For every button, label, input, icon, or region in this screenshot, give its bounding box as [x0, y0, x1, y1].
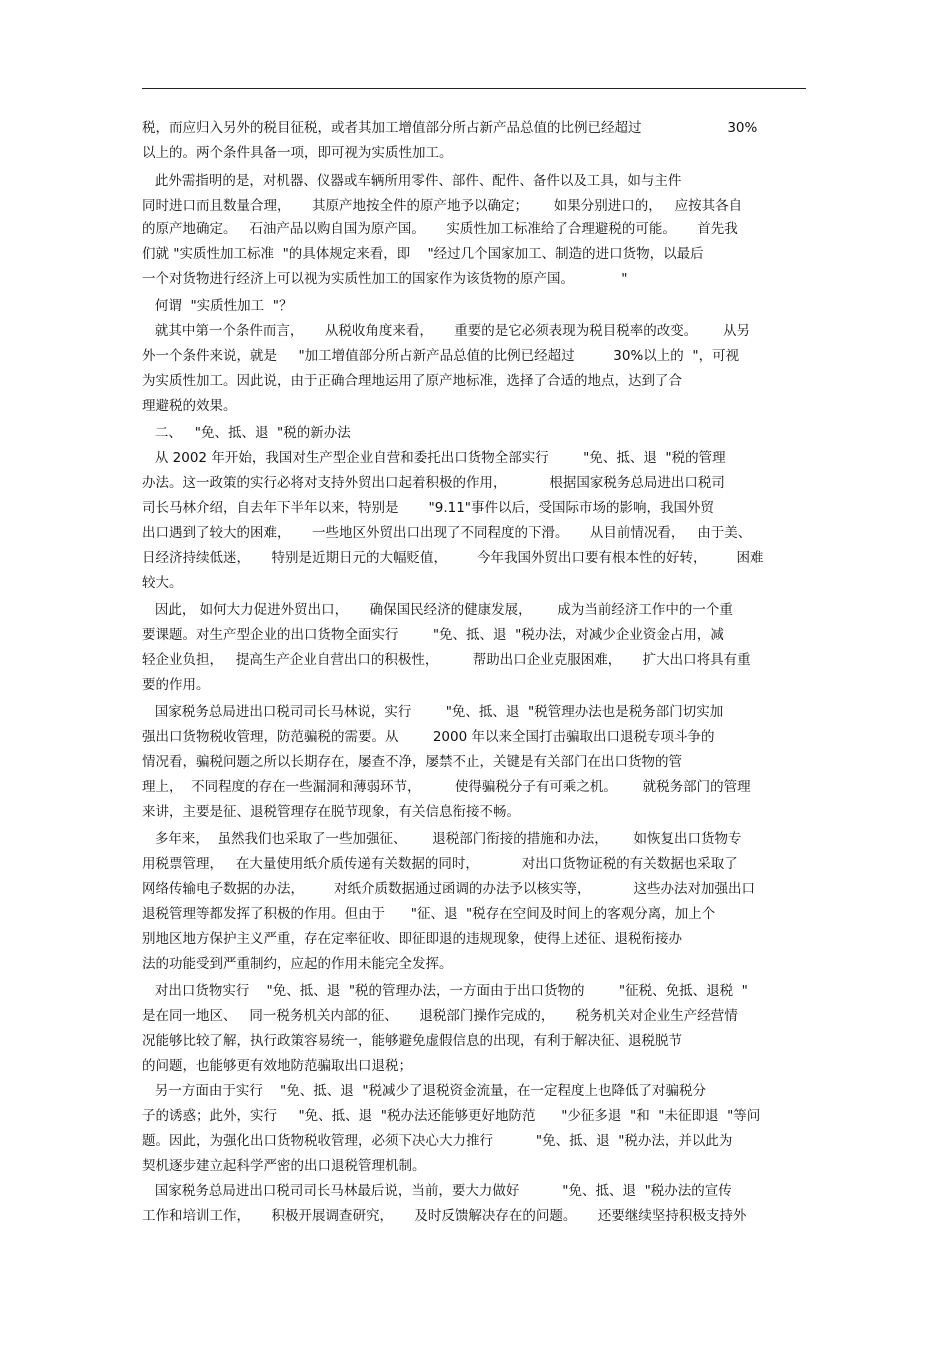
- text-line: 多年来， 虽然我们也采取了一些加强征、 退税部门衔接的措施和办法， 如恢复出口货物专: [142, 831, 742, 847]
- text-line: 理上， 不同程度的存在一些漏洞和薄弱环节， 使得骗税分子有可乘之机。 就税务部门的管理: [142, 779, 751, 795]
- text-line: 国家税务总局进出口税司司长马林说，实行 "免、抵、退 "税管理办法也是税务部门切实加: [142, 704, 724, 720]
- text-line: 的原产地确定。 石油产品以购自国为原产国。 实质性加工标准给了合理避税的可能。 首先我: [142, 221, 738, 237]
- text-line: 要的作用。: [142, 677, 210, 693]
- text-line: 退税管理等都发挥了积极的作用。但由于 "征、退 "税存在空间及时间上的客观分离，加上个: [142, 906, 716, 922]
- text-line: 税，而应归入另外的税目征税，或者其加工增值部分所占新产品总值的比例已经超过 30%: [142, 120, 758, 136]
- text-line: 轻企业负担， 提高生产企业自营出口的积极性， 帮助出口企业克服困难， 扩大出口将具有重: [142, 652, 751, 668]
- text-line: 日经济持续低迷， 特别是近期日元的大幅贬值， 今年我国外贸出口要有根本性的好转， 困难: [142, 550, 764, 566]
- text-line: 因此， 如何大力促进外贸出口， 确保国民经济的健康发展， 成为当前经济工作中的一个重: [142, 602, 733, 618]
- text-line: 另一方面由于实行 "免、抵、退 "税减少了退税资金流量，在一定程度上也降低了对骗税分: [142, 1083, 707, 1099]
- text-line: 何谓 "实质性加工 "？: [142, 298, 293, 314]
- text-line: 国家税务总局进出口税司司长马林最后说，当前，要大力做好 "免、抵、退 "税办法的宣传: [142, 1183, 732, 1199]
- text-line: 司长马林介绍，自去年下半年以来，特别是 "9.11"事件以后，受国际市场的影响，我国外贸: [142, 500, 715, 516]
- text-line: 同时进口而且数量合理， 其原产地按全件的原产地予以确定； 如果分别进口的， 应按其各自: [142, 198, 743, 214]
- text-line: 较大。: [142, 575, 183, 591]
- header-rule: [142, 88, 806, 89]
- text-line: 以上的。两个条件具备一项，即可视为实质性加工。: [142, 145, 453, 161]
- text-line: 别地区地方保护主义严重，存在定率征收、即征即退的违规现象，使得上述征、退税衔接办: [142, 931, 682, 947]
- text-line: 办法。这一政策的实行必将对支持外贸出口起着积极的作用， 根据国家税务总局进出口税司: [142, 475, 725, 491]
- text-line: 况能够比较了解，执行政策容易统一，能够避免虚假信息的出现，有利于解决征、退税脱节: [142, 1033, 682, 1049]
- text-line: 从 2002 年开始，我国对生产型企业自营和委托出口货物全部实行 "免、抵、退 "税的管理: [142, 450, 726, 466]
- text-line: 强出口货物税收管理，防范骗税的需要。从 2000 年以来全国打击骗取出口退税专项斗争的: [142, 729, 715, 745]
- text-line: 理避税的效果。: [142, 398, 237, 414]
- text-line: 网络传输电子数据的办法， 对纸介质数据通过函调的办法予以核实等， 这些办法对加强出口: [142, 881, 755, 897]
- text-line: 要课题。对生产型企业的出口货物全面实行 "免、抵、退 "税办法，对减少企业资金占用，减: [142, 627, 724, 643]
- text-line: 外一个条件来说，就是 "加工增值部分所占新产品总值的比例已经超过 30%以上的 "，可视: [142, 348, 740, 364]
- text-line: 工作和培训工作， 积极开展调查研究， 及时反馈解决存在的问题。 还要继续坚持积极支持外: [142, 1208, 747, 1224]
- text-line: 情况看，骗税问题之所以长期存在，屡查不净，屡禁不止，关键是有关部门在出口货物的管: [142, 754, 682, 770]
- text-line: 一个对货物进行经济上可以视为实质性加工的国家作为该货物的原产国。 ": [142, 271, 628, 287]
- text-line: 来讲，主要是征、退税管理存在脱节现象，有关信息衔接不畅。: [142, 804, 520, 820]
- text-line: 就其中第一个条件而言， 从税收角度来看， 重要的是它必须表现为税目税率的改变。 从另: [142, 323, 751, 339]
- text-line: 为实质性加工。因此说，由于正确合理地运用了原产地标准，选择了合适的地点，达到了合: [142, 373, 682, 389]
- text-line: 题。因此，为强化出口货物税收管理，必须下决心大力推行 "免、抵、退 "税办法，并以此为: [142, 1133, 733, 1149]
- text-line: 此外需指明的是，对机器、仪器或车辆所用零件、部件、配件、备件以及工具，如与主件: [142, 173, 682, 189]
- text-line: 们就 "实质性加工标准 "的具体规定来看，即 "经过几个国家加工、制造的进口货物，以最后: [142, 246, 704, 262]
- text-line: 的问题，也能够更有效地防范骗取出口退税；: [142, 1058, 412, 1074]
- text-line: 二、 "免、抵、退 "税的新办法: [142, 425, 351, 441]
- text-line: 是在同一地区、 同一税务机关内部的征、 退税部门操作完成的， 税务机关对企业生产经营情: [142, 1008, 738, 1024]
- text-line: 用税票管理， 在大量使用纸介质传递有关数据的同时， 对出口货物证税的有关数据也采取了: [142, 856, 738, 872]
- text-line: 契机逐步建立起科学严密的出口退税管理机制。: [142, 1158, 426, 1174]
- text-line: 法的功能受到严重制约，应起的作用未能完全发挥。: [142, 956, 453, 972]
- text-line: 出口遇到了较大的困难， 一些地区外贸出口出现了不同程度的下滑。 从目前情况看， 由于美、: [142, 525, 752, 541]
- text-line: 对出口货物实行 "免、抵、退 "税的管理办法，一方面由于出口货物的 "征税、免抵、退税 ": [142, 983, 748, 999]
- text-line: 子的诱惑；此外，实行 "免、抵、退 "税办法还能够更好地防范 "少征多退 "和 "未征即退 "等问: [142, 1108, 761, 1124]
